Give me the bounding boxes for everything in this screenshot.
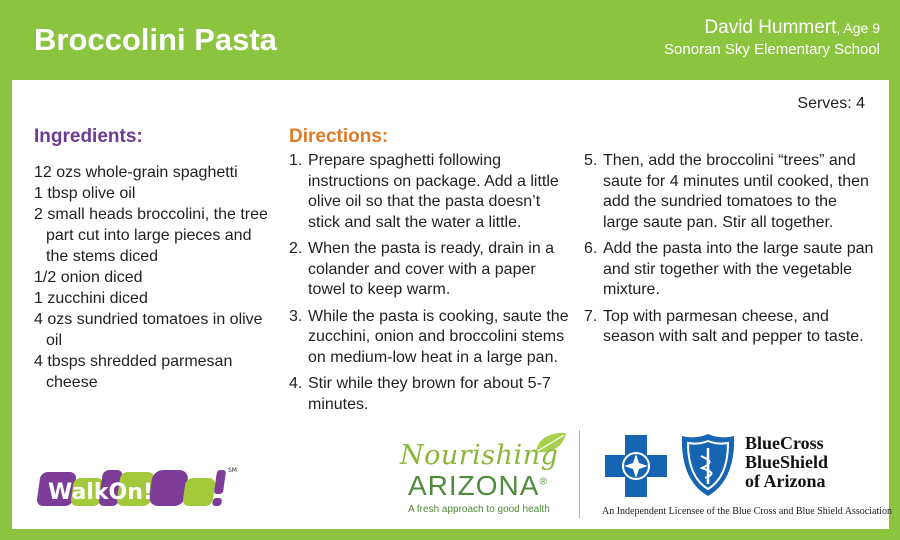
step-number: 7. <box>584 307 598 325</box>
bcbs-logo <box>602 430 892 520</box>
step-text: When the pasta is ready, drain in a colander and cover with a paper towel to keep warm. <box>308 240 555 298</box>
direction-step <box>289 374 569 415</box>
bcbs-line-2: BlueShield <box>745 452 829 472</box>
author-school: Sonoran Sky Elementary School <box>664 41 880 58</box>
author-block <box>664 16 880 60</box>
direction-step <box>584 307 874 348</box>
step-text: Add the pasta into the large saute pan and stir together with the vegetable mixture. <box>603 240 874 298</box>
direction-step <box>289 151 569 233</box>
ingredient-item: 4 ozs sundried tomatoes in olive oil <box>34 311 263 349</box>
step-number: 1. <box>289 152 303 169</box>
ingredient-item: 1 zucchini diced <box>34 290 148 307</box>
direction-step <box>584 239 874 301</box>
directions-heading: Directions: <box>289 126 389 147</box>
step-number: 2. <box>289 240 303 257</box>
step-number: 6. <box>584 240 598 257</box>
ingredient-item: 4 tbsps shredded parmesan cheese <box>34 353 233 391</box>
nourishing-state <box>408 470 548 502</box>
step-text: Prepare spaghetti following instructions on package. Add a little olive oil so that the pasta doesn’t stick and salt the water a little. <box>308 152 559 231</box>
author-age: , Age 9 <box>836 20 880 36</box>
step-text: Stir while they brown for about 5-7 minutes. <box>308 375 551 413</box>
step-number: 5. <box>584 152 598 169</box>
serves-label: Serves: 4 <box>797 95 865 112</box>
bcbs-line-1: BlueCross <box>745 433 824 453</box>
step-text: Then, add the broccolini “trees” and saute for 4 minutes until cooked, then add the sundried tomatoes to the large saute pan. Stir all together. <box>603 152 869 231</box>
blue-shield-icon <box>679 432 737 498</box>
logo-divider <box>579 430 580 518</box>
bcbs-line-3: of Arizona <box>745 471 826 491</box>
recipe-title: Broccolini Pasta <box>34 22 277 57</box>
walkon-logo <box>34 464 237 514</box>
blue-cross-icon <box>605 435 667 497</box>
registered-mark: ® <box>539 476 548 488</box>
direction-step <box>584 151 874 233</box>
nourishing-script: Nourishing <box>400 440 559 471</box>
ingredient-item: 12 ozs whole-grain spaghetti <box>34 164 238 181</box>
walkon-trademark: SM <box>228 467 237 474</box>
recipe-card <box>12 80 892 529</box>
ingredient-item: 2 small heads broccolini, the tree part cut into large pieces and the stems diced <box>34 206 268 265</box>
author-line <box>664 16 880 40</box>
direction-step <box>289 239 569 301</box>
ingredients-heading: Ingredients: <box>34 126 143 147</box>
direction-step <box>289 307 569 369</box>
step-text: Top with parmesan cheese, and season with salt and pepper to taste. <box>603 307 864 345</box>
walkon-text: WalkOn! <box>48 480 153 505</box>
ingredients-list <box>34 162 274 393</box>
nourishing-arizona-logo <box>400 430 570 520</box>
bcbs-licensee-text: An Independent Licensee of the Blue Cross and Blue Shield Association <box>602 506 892 517</box>
step-number: 4. <box>289 375 303 392</box>
recipe-header <box>0 0 900 80</box>
directions-column-1 <box>289 151 569 421</box>
step-text: While the pasta is cooking, saute the zucchini, onion and broccolini stems on medium-low heat in a large pan. <box>308 307 569 366</box>
author-name: David Hummert <box>704 17 837 38</box>
ingredient-item: 1/2 onion diced <box>34 269 143 286</box>
nourishing-tagline: A fresh approach to good health <box>408 504 550 515</box>
nourishing-state-text: ARIZONA <box>408 470 540 501</box>
directions-column-2 <box>584 151 874 354</box>
ingredient-item: 1 tbsp olive oil <box>34 185 136 202</box>
step-number: 3. <box>289 307 303 325</box>
